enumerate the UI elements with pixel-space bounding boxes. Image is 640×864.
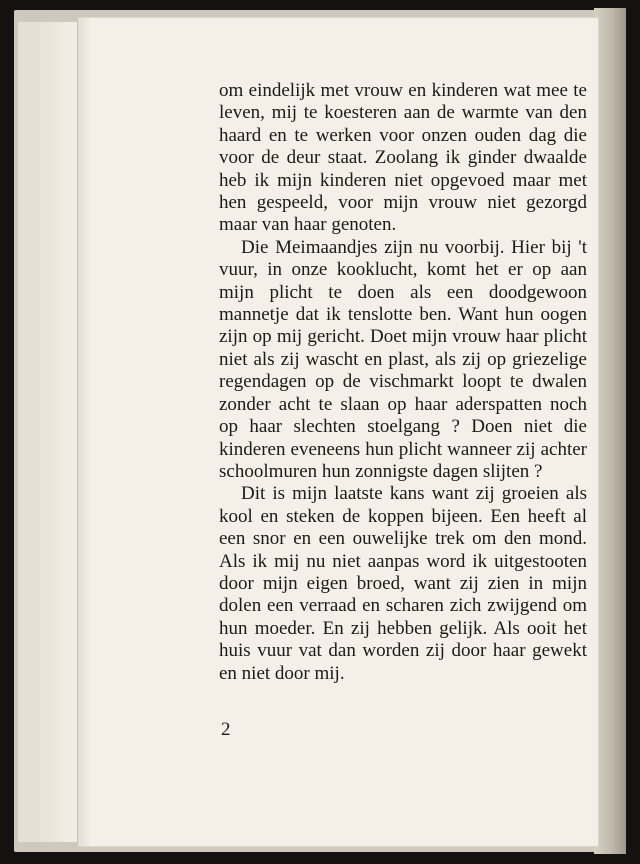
paragraph: Dit is mijn laatste kans want zij groeien als kool en steken de koppen bijeen. Een heeft al een snor en een ouwelijke trek om den mond. Als ik mij nu niet aanpas word ik uitgestooten door mijn eigen broed, want zij zien in mijn dolen een verraad en scharen zich zwijgend om hun moeder. En zij hebben gelijk. Als ooit het huis vuur vat dan worden zij door haar gewekt en niet door mij. <box>219 483 587 684</box>
paragraph: Die Meimaandjes zijn nu voorbij. Hier bij 't vuur, in onze kooklucht, komt het er op aan mijn plicht te doen als een doodgewoon mannetje dat ik tenslotte ben. Want hun oogen zijn op mij gericht. Doet mijn vrouw haar plicht niet als zij wascht en plast, als zij op griezelige regendagen op de vischmarkt loopt te dwalen zonder acht te slaan op haar aderspatten noch op haar slechten stoelgang ? Doen niet die kinderen eveneens hun plicht wanneer zij achter schoolmuren hun zonnigste dagen slijten ? <box>219 236 587 482</box>
paragraph: om eindelijk met vrouw en kinderen wat mee te leven, mij te koesteren aan de warmte van den haard en te werken voor onzen ouden dag die voor de deur staat. Zoolang ik ginder dwaalde heb ik mijn kinderen niet opgevoed maar met hen gespeeld, voor mijn vrouw niet gezorgd maar van haar genoten. <box>219 80 587 236</box>
page-number: 2 <box>221 719 231 740</box>
body-text <box>219 80 587 685</box>
book-spine-edge <box>594 8 626 854</box>
